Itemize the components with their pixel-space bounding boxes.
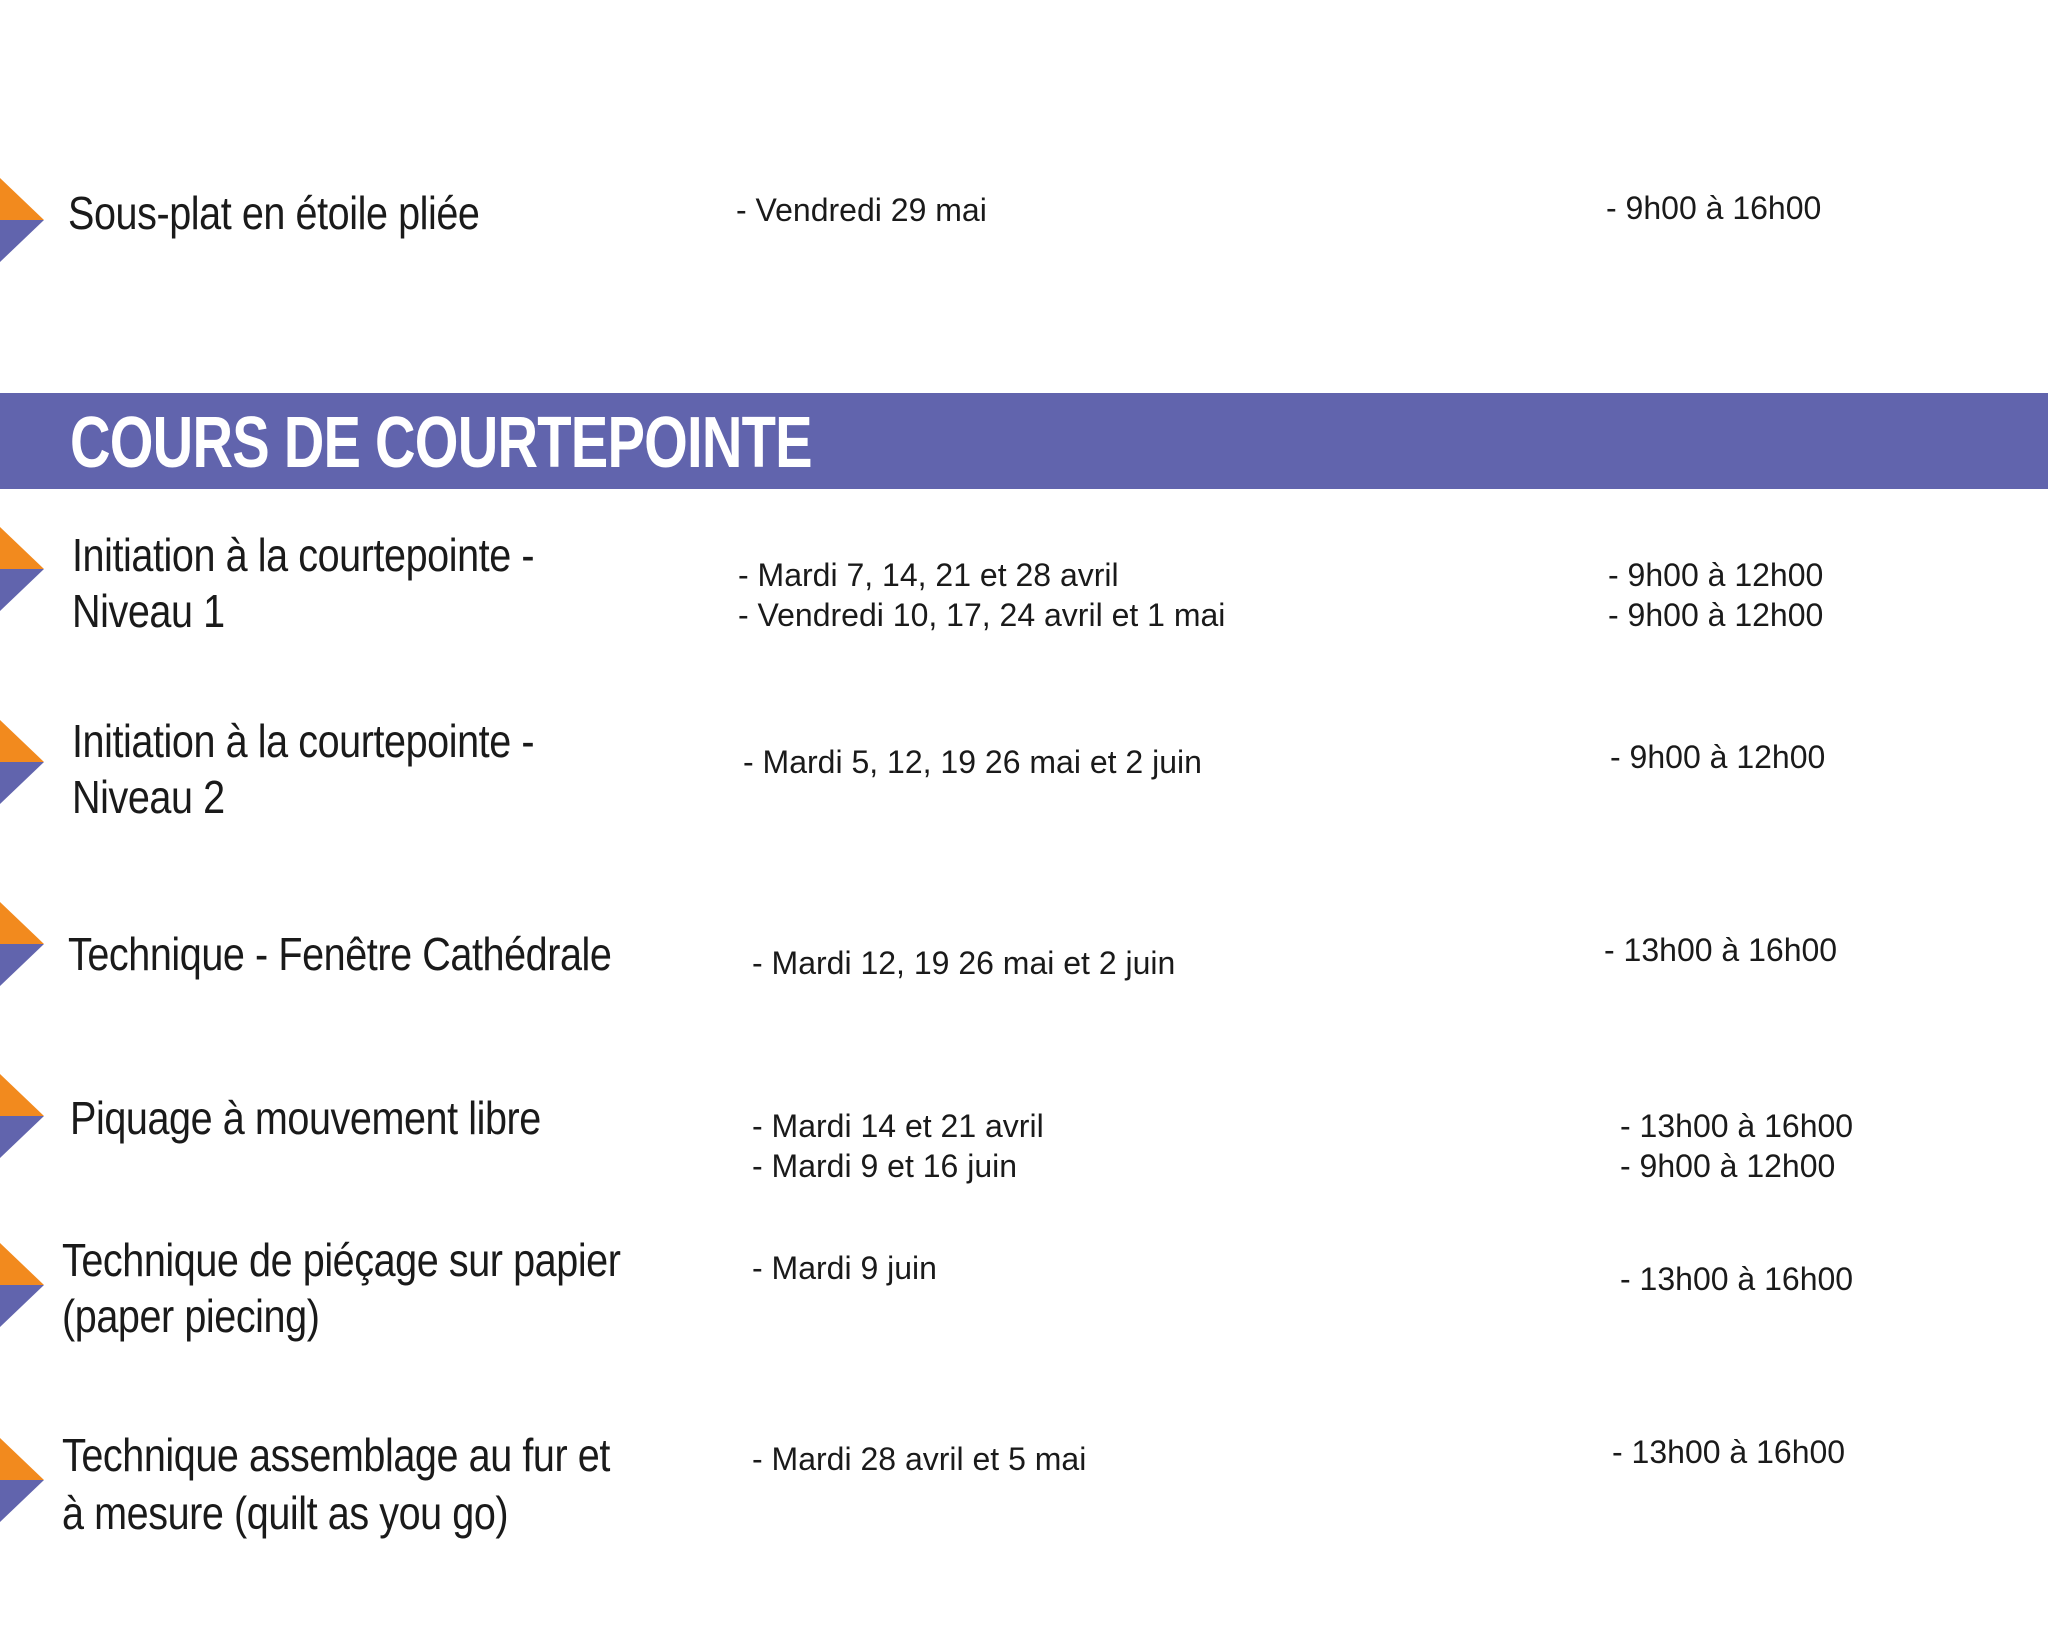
- course-title: Technique assemblage au fur et: [62, 1429, 610, 1481]
- course-title: Initiation à la courtepointe -: [72, 715, 535, 767]
- course-date: - Mardi 9 et 16 juin: [752, 1148, 1018, 1184]
- course-date: - Mardi 7, 14, 21 et 28 avril: [738, 557, 1119, 593]
- course-time: - 13h00 à 16h00: [1620, 1261, 1854, 1297]
- triangle-marker-icon: [0, 527, 44, 611]
- course-time: - 9h00 à 16h00: [1606, 190, 1822, 226]
- course-title: Initiation à la courtepointe -: [72, 529, 535, 581]
- course-time: - 13h00 à 16h00: [1612, 1434, 1846, 1470]
- course-title: (paper piecing): [62, 1290, 320, 1342]
- triangle-marker-icon: [0, 1074, 44, 1158]
- course-date: - Vendredi 10, 17, 24 avril et 1 mai: [738, 597, 1226, 633]
- course-time: - 9h00 à 12h00: [1610, 739, 1826, 775]
- course-date: - Mardi 14 et 21 avril: [752, 1108, 1044, 1144]
- course-date: - Vendredi 29 mai: [736, 192, 987, 228]
- course-date: - Mardi 9 juin: [752, 1250, 937, 1286]
- course-time: - 9h00 à 12h00: [1620, 1148, 1836, 1184]
- course-date: - Mardi 28 avril et 5 mai: [752, 1441, 1087, 1477]
- triangle-marker-icon: [0, 1243, 44, 1327]
- triangle-marker-icon: [0, 178, 44, 262]
- course-time: - 9h00 à 12h00: [1608, 597, 1824, 633]
- triangle-marker-icon: [0, 902, 44, 986]
- course-title: Technique de piéçage sur papier: [62, 1234, 621, 1286]
- course-time: - 13h00 à 16h00: [1620, 1108, 1854, 1144]
- course-title: à mesure (quilt as you go): [62, 1487, 509, 1539]
- course-time: - 9h00 à 12h00: [1608, 557, 1824, 593]
- course-title: Niveau 2: [72, 771, 225, 823]
- course-date: - Mardi 12, 19 26 mai et 2 juin: [752, 945, 1176, 981]
- course-date: - Mardi 5, 12, 19 26 mai et 2 juin: [743, 744, 1202, 780]
- course-title: Technique - Fenêtre Cathédrale: [68, 928, 612, 980]
- section-banner: [0, 393, 2048, 489]
- course-title: Piquage à mouvement libre: [70, 1092, 541, 1144]
- triangle-marker-icon: [0, 720, 44, 804]
- section-title: COURS DE COURTEPOINTE: [70, 403, 812, 483]
- triangle-marker-icon: [0, 1438, 44, 1522]
- course-title: Niveau 1: [72, 585, 225, 637]
- course-time: - 13h00 à 16h00: [1604, 932, 1838, 968]
- course-title: Sous-plat en étoile pliée: [68, 187, 480, 239]
